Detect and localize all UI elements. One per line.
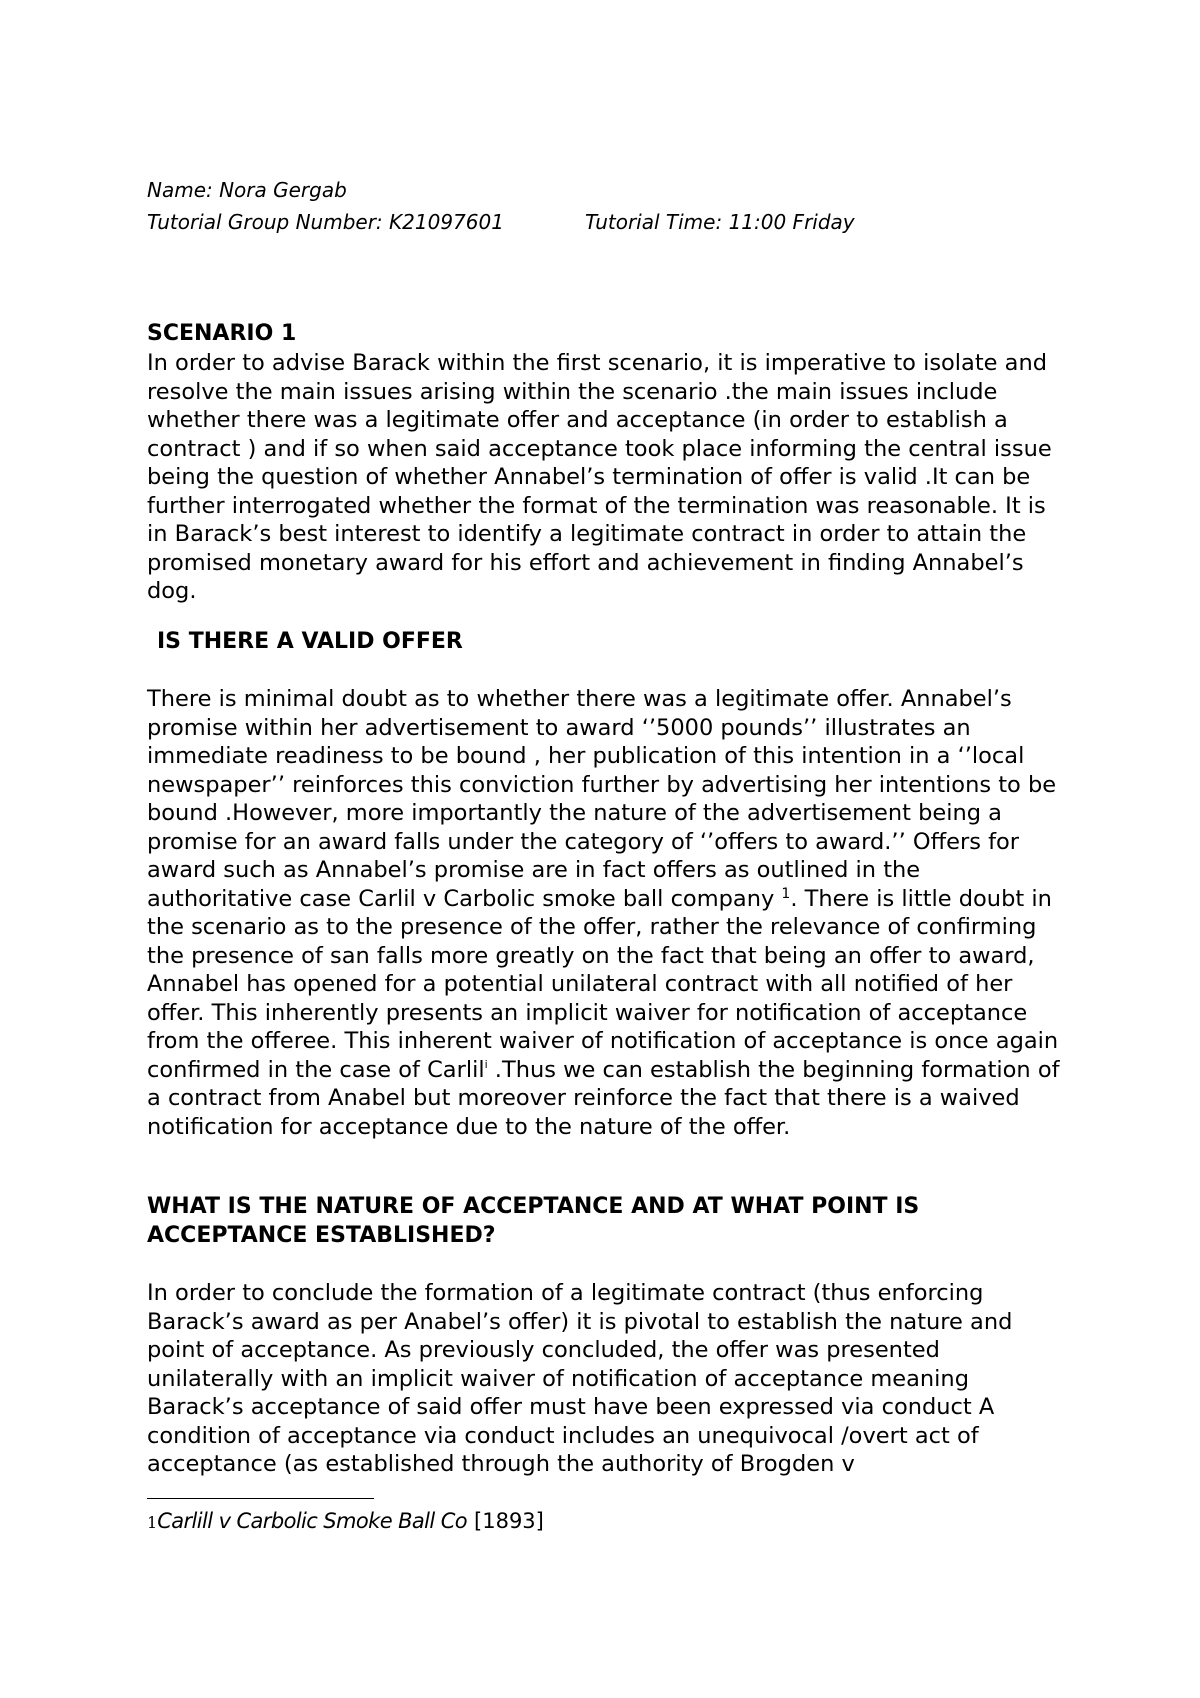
valid-offer-text-part-2: . There is little doubt in the scenario as to the presence of the offer, rather the relevance of confirming the presence of san falls more greatly on the fact that being an offer to award, Annabel has opened for a potential unilateral contract with all notified of her offer. This inherently presents an implicit waiver for notification of acceptance from the offeree. This inherent waiver of notification of acceptance is once again confirmed in the case of Carlil [147, 885, 1059, 1083]
footnote-reference[interactable]: 1 [781, 885, 791, 902]
valid-offer-paragraph [147, 685, 1067, 1141]
footnote-separator [147, 1498, 374, 1499]
footnote [147, 1506, 544, 1538]
tutorial-time: Tutorial Time: 11:00 Friday [585, 210, 855, 234]
scenario-paragraph [147, 349, 1067, 606]
acceptance-paragraph-text: In order to conclude the formation of a legitimate contract (thus enforcing Barack’s award as per Anabel’s offer) it is pivotal to establish the nature and point of acceptance. As previously concluded, the offer was presented unilaterally with an implicit waiver of notification of acceptance meaning Barack’s acceptance of said offer must have been expressed via conduct A condition of acceptance via conduct includes an unequivocal /overt act of acceptance (as established through the authority of Brogden v [147, 1280, 1013, 1477]
acceptance-paragraph [147, 1279, 1067, 1479]
endnote-reference[interactable]: i [484, 1057, 488, 1071]
scenario-heading: SCENARIO 1 [147, 321, 297, 346]
footnote-case-name: Carlill v Carbolic Smoke Ball Co [157, 1509, 468, 1533]
student-name: Name: Nora Gergab [147, 178, 347, 202]
footnote-number: 1 [147, 1513, 158, 1532]
valid-offer-paragraph-text [147, 685, 1067, 1141]
tutorial-group-number: Tutorial Group Number: K21097601 [147, 210, 504, 234]
acceptance-heading: WHAT IS THE NATURE OF ACCEPTANCE AND AT WHAT POINT IS ACCEPTANCE ESTABLISHED? [147, 1194, 920, 1248]
scenario-paragraph-text: In order to advise Barack within the first scenario, it is imperative to isolate and resolve the main issues arising within the scenario .the main issues include whether there was a legitimate offer and acceptance (in order to establish a contract ) and if so when said acceptance took place informing the central issue being the question of whether Annabel’s termination of offer is valid .It can be further interrogated whether the format of the termination was reasonable. It is in Barack’s best interest to identify a legitimate contract in order to attain the promised monetary award for his effort and achievement in finding Annabel’s dog. [147, 350, 1052, 604]
valid-offer-heading: IS THERE A VALID OFFER [157, 629, 463, 654]
footnote-year: [1893] [474, 1509, 544, 1533]
valid-offer-text-part-3: .Thus we can establish the beginning formation of a contract from Anabel but moreover reinforce the fact that there is a waived notification for acceptance due to the nature of the offer. [147, 1056, 1060, 1140]
valid-offer-text-part-1: There is minimal doubt as to whether there was a legitimate offer. Annabel’s promise within her advertisement to award ‘’5000 pounds’’ illustrates an immediate readiness to be bound , her publication of this intention in a ‘’local newspaper’’ reinforces this conviction further by advertising her intentions to be bound .However, more importantly the nature of the advertisement being a promise for an award falls under the category of ‘’offers to award.’’ Offers for award such as Annabel’s promise are in fact offers as outlined in the authoritative case Carlil v Carbolic smoke ball company [147, 686, 1057, 912]
